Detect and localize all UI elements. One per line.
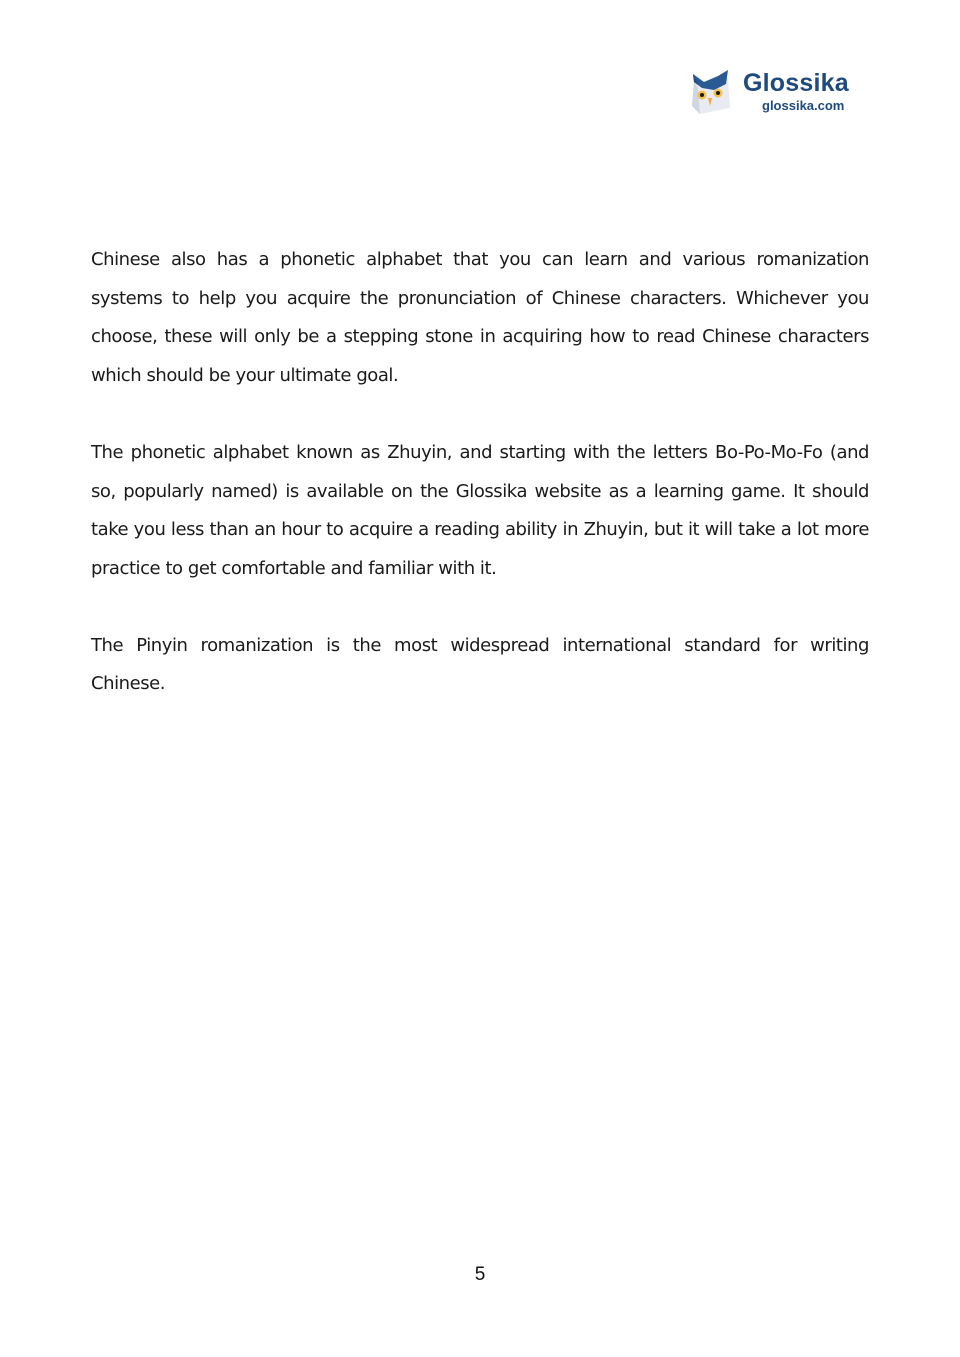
paragraph-zhuyin: The phonetic alphabet known as Zhuyin, and starting with the letters Bo-Po-Mo-Fo (and so, popularly named) is available on the Glossika website as a learning game. It should take you less than an hour to acquire a reading ability in Zhuyin, but it will take a lot more practice to get comfortable and familiar with it. [91, 441, 869, 579]
paragraph-pinyin: The Pinyin romanization is the most widespread international standard for writing Chinese. [91, 634, 869, 695]
brand-name: Glossika [743, 69, 849, 97]
owl-icon [688, 68, 734, 116]
brand-url: glossika.com [762, 98, 845, 113]
glossika-logo [688, 68, 873, 118]
page-number: 5 [474, 1264, 486, 1285]
paragraph-phonetic-alphabet: Chinese also has a phonetic alphabet that you can learn and various romanization systems to help you acquire the pronunciation of Chinese characters. Whichever you choose, these will only be a stepping stone in acquiring how to read Chinese characters which should be your ultimate goal. [91, 249, 869, 387]
document-body [91, 241, 869, 742]
